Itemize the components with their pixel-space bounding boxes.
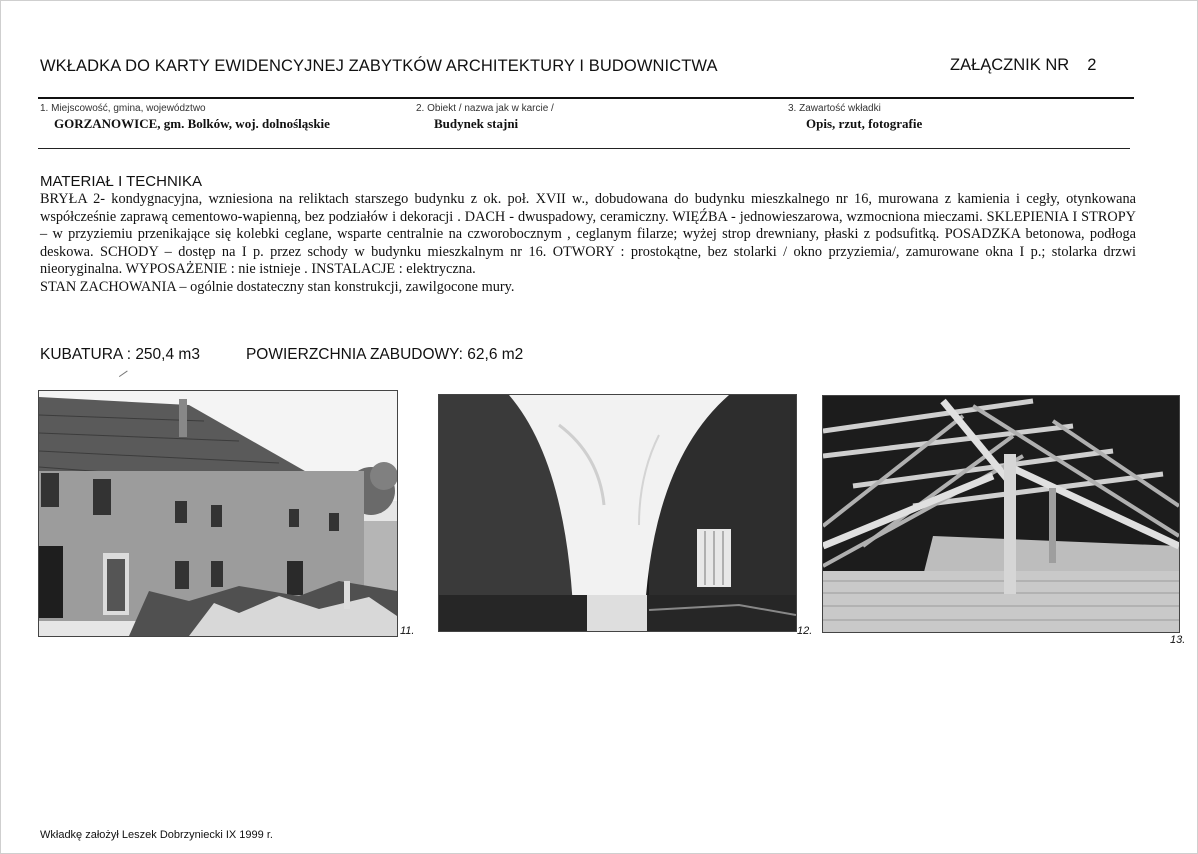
volume-stat: KUBATURA : 250,4 m3 xyxy=(40,346,200,363)
building-exterior-photo xyxy=(38,390,398,637)
area-stat: POWIERZCHNIA ZABUDOWY: 62,6 m2 xyxy=(245,346,524,363)
annex-number: 2 xyxy=(1087,56,1097,74)
field-object-label: 2. Obiekt / nazwa jak w karcie / xyxy=(416,103,554,114)
section-heading: MATERIAŁ I TECHNIKA xyxy=(40,173,202,190)
field-contents-label: 3. Zawartość wkładki xyxy=(788,103,881,114)
description xyxy=(40,191,1136,296)
annex-label xyxy=(950,56,1096,75)
field-object xyxy=(416,103,554,132)
field-location-value: GORZANOWICE, gm. Bolków, woj. dolnośląskie xyxy=(54,116,330,131)
description-paragraph: BRYŁA 2- kondygnacyjna, wzniesiona na reliktach starszego budynku z ok. poł. XVII w., dobudowana do budynku mieszkalnego nr 16, murowana z kamienia i cegły, otynkowana współcześnie zaprawą cementowo-wapienną, bez podziałów i dekoracji . DACH - dwuspadowy, ceramiczny. WIĘŹBA - jednowieszarowa, wzmocniona mieczami. SKLEPIENIA I STROPY – w przyziemiu przenikające się kolebki ceglane, wsparte centralnie na czworobocznym , ceglanym filarze; wyżej strop drewniany, płaski z podsufitką. POSADZKA betonowa, podłoga deskowa. SCHODY – dostęp na I p. przez schody w budynku mieszkalnym nr 16. OTWORY : prostokątne, bez stolarki / okno przyziemia/, zamurowane okna I p.; stolarka drzwi nieoryginalna. WYPOSAŻENIE : nie istnieje . INSTALACJE : elektryczna. xyxy=(40,191,1136,277)
footer-author: Wkładkę założył Leszek Dobrzyniecki IX 1999 r. xyxy=(40,829,273,841)
fields-rule xyxy=(38,148,1130,149)
annex-label-text: ZAŁĄCZNIK NR xyxy=(950,56,1070,74)
photo-number-12: 12. xyxy=(797,625,813,637)
field-contents-value: Opis, rzut, fotografie xyxy=(806,116,923,131)
photo-number-11: 11. xyxy=(400,625,415,637)
document-title: WKŁADKA DO KARTY EWIDENCYJNEJ ZABYTKÓW ARCHITEKTURY I BUDOWNICTWA xyxy=(40,57,718,75)
field-location xyxy=(40,103,330,132)
field-object-value: Budynek stajni xyxy=(434,116,519,131)
stats-line xyxy=(40,346,523,364)
roof-truss-photo xyxy=(822,395,1180,633)
header-rule xyxy=(38,97,1134,99)
condition-paragraph: STAN ZACHOWANIA – ogólnie dostateczny stan konstrukcji, zawilgocone mury. xyxy=(40,278,515,295)
field-contents xyxy=(788,103,922,132)
vaulted-interior-photo xyxy=(438,394,797,632)
photo-number-13: 13. xyxy=(1170,634,1186,646)
field-location-label: 1. Miejscowość, gmina, województwo xyxy=(40,103,206,114)
